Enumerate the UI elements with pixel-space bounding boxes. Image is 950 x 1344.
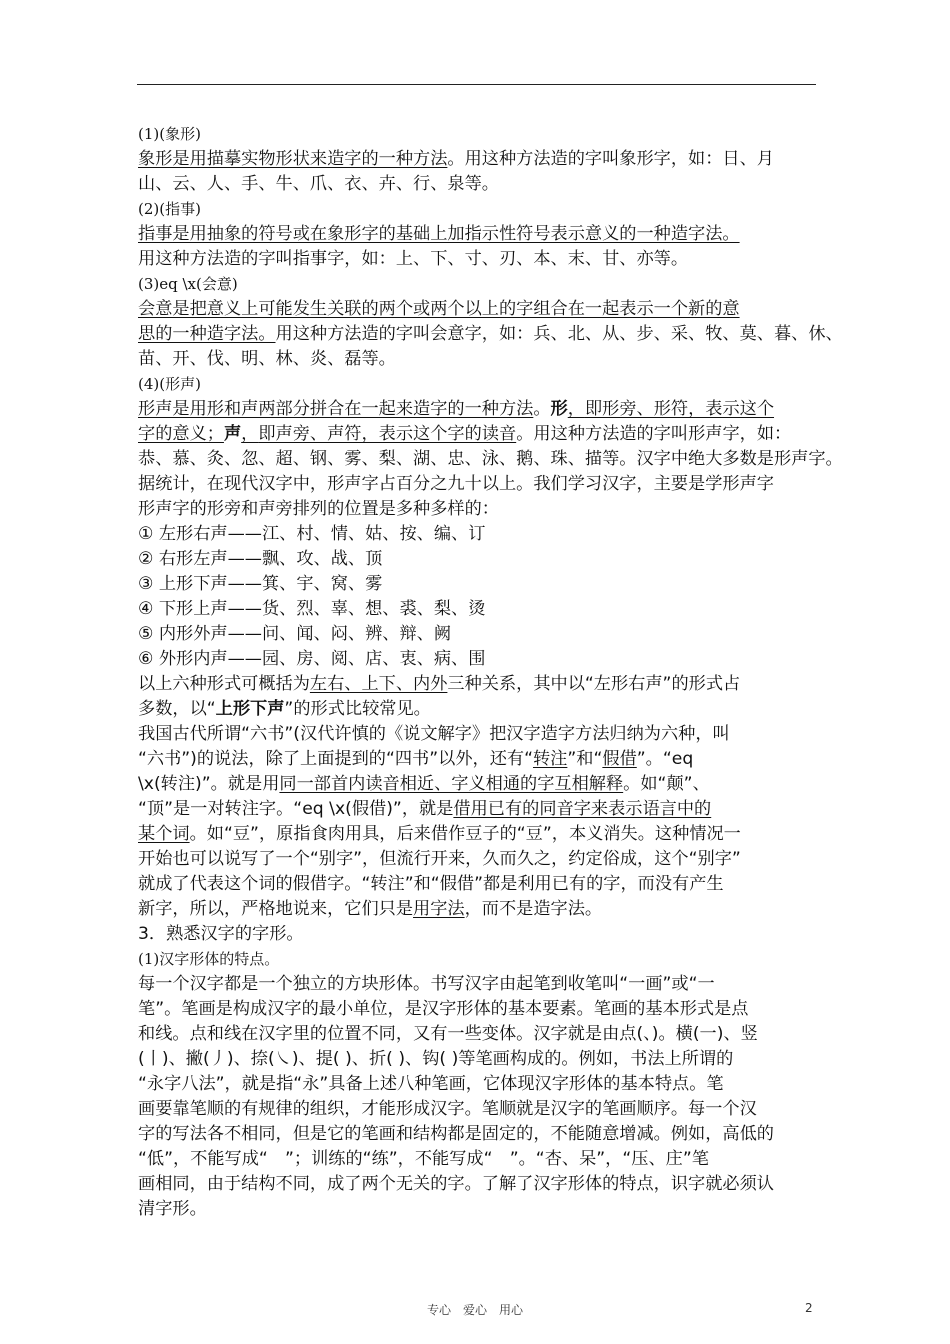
text-segment: ④ 下形上声——货、烈、辜、想、裘、梨、烫 [138,599,486,619]
text-segment: “永字八法”，就是指“永”具备上述八种笔画，它体现汉字形体的基本特点。笔 [138,1074,724,1094]
text-line [138,772,828,797]
text-line [138,997,828,1022]
text-segment: 据统计，在现代汉字中，形声字占百分之九十以上。我们学习汉字，主要是学形声字 [138,474,774,494]
text-segment: 开始也可以说写了一个“别字”，但流行开来，久而久之，约定俗成，这个“别字” [138,849,741,869]
underlined-text: 象形是用描摹实物形状来造字的一种方法 [138,149,448,169]
text-line [138,172,828,197]
text-segment: “低”，不能写成“ ”；训练的“练”，不能写成“ ”。“杏、呆”，“压、庄”笔 [138,1149,709,1169]
text-line [138,597,828,622]
underlined-text: ， [241,424,259,444]
text-line [138,872,828,897]
text-line [138,947,828,972]
underlined-text: 某个词 [138,824,190,844]
text-line [138,247,828,272]
text-line [138,1097,828,1122]
text-line [138,147,828,172]
text-segment: 苗、开、伐、明、林、炎、磊等。 [138,349,396,369]
text-line [138,647,828,672]
text-line [138,1147,828,1172]
text-segment: (丨)、撇(丿)、捺(㇏)、提( )、折( )、钩( )等笔画构成的。例如，书法上所谓的 [138,1049,734,1069]
text-segment: 三种关系，其中以“左形右声”的形式占 [447,674,741,694]
header-rule [137,84,816,85]
text-segment: ”。“eq [636,749,694,769]
text-segment: 用这种方法造的字叫指事字，如：上、下、寸、刃、本、末、甘、亦等。 [138,249,689,269]
text-segment: 我国古代所谓“六书”(汉代许慎的《说文解字》把汉字造字方法归纳为六种，叫 [138,724,730,744]
text-line [138,422,828,447]
text-segment: (2)(指事) [138,200,201,218]
text-line [138,972,828,997]
text-line [138,472,828,497]
text-segment: 新字，所以，严格地说来，它们只是 [138,899,414,919]
text-segment: 笔”。笔画是构成汉字的最小单位，是汉字形体的基本要素。笔画的基本形式是点 [138,999,749,1019]
text-segment: 。用这种方法造的字叫形声字，如： [516,424,792,444]
text-segment: 画要靠笔顺的有规律的组织，才能形成汉字。笔顺就是汉字的笔画顺序。每一个汉 [138,1099,757,1119]
text-segment: ”的形式比较常见。 [284,699,431,719]
text-segment: \x(转注)”。就是用 [138,774,280,794]
text-segment: (1)(象形) [138,125,201,143]
text-line [138,1072,828,1097]
text-segment: “顶”是一对转注字。“eq \x(假借)”，就是 [138,799,454,819]
text-segment: 。用这种方法造的字叫象形字，如：日、月 [447,149,774,169]
text-line [138,672,828,697]
text-segment: ⑥ 外形内声——园、房、阅、店、衷、病、围 [138,649,486,669]
text-segment: 3．熟悉汉字的字形。 [138,924,304,944]
underlined-text: 即形旁、形符，表示这个 [584,399,775,419]
text-line [138,572,828,597]
text-segment: 就成了代表这个词的假借字。“转注”和“假借”都是利用已有的字，而没有产生 [138,874,724,894]
text-line [138,522,828,547]
text-line [138,447,843,472]
text-segment: ”和“ [567,749,603,769]
underlined-text: 即声旁、声符，表示这个字的读音 [258,424,517,444]
text-segment: ，而不是造字法。 [464,899,603,919]
text-segment: 恭、慕、灸、忽、超、钢、雾、梨、湖、忠、泳、鹅、珠、描等。汉字中绝大多数是形声字。 [138,449,843,469]
underlined-text: 同一部首内读音相近、字义相通的字互相解释 [279,774,624,794]
underlined-text: 借用已有的同音字来表示语言中的 [453,799,712,819]
text-line [138,847,828,872]
text-segment: (1)汉字形体的特点。 [138,950,280,968]
document-body [138,122,843,1222]
text-line [138,1172,828,1197]
underlined-text: 会意是把意义上可能发生关联的两个或两个以上的字组合在一起表示一个新的意 [138,299,740,319]
text-segment: (3)eq \x(会意) [138,275,238,293]
underlined-text: 形声是用形和声两部分拼合在一起来造字的一种方法 [138,399,534,419]
text-line [138,372,828,397]
text-segment: ③ 上形下声——箕、宇、窝、雾 [138,574,383,594]
text-segment: (4)(形声) [138,375,201,393]
text-line [138,1197,828,1222]
text-line [138,122,828,147]
text-segment: 多数，以“ [138,699,216,719]
text-line [138,922,828,947]
text-segment: 。如“豆”，原指食肉用具，后来借作豆子的“豆”，本义消失。这种情况一 [189,824,741,844]
bold-text: 形 [550,399,568,419]
text-line [138,547,828,572]
text-line [138,1122,828,1147]
text-segment: 和线。点和线在汉字里的位置不同，又有一些变体。汉字就是由点(、)。横(一)、竖 [138,1024,758,1044]
footer-text: 专心 爱心 用心 [426,1303,523,1317]
text-segment: ② 右形左声——飘、攻、战、顶 [138,549,383,569]
text-line [138,272,828,297]
text-segment: 。 [533,399,551,419]
text-segment: 字的写法各不相同，但是它的笔画和结构都是固定的，不能随意增减。例如，高低的 [138,1124,774,1144]
underlined-text: 用字法 [413,899,465,919]
text-line [138,497,828,522]
underlined-text: 左右、上下、内外 [309,674,448,694]
text-segment: 形声字的形旁和声旁排列的位置是多种多样的： [138,499,499,519]
text-segment: 清字形。 [138,1199,207,1219]
text-line [138,397,828,422]
underlined-text: 字的意义； [138,424,224,444]
text-line [138,1022,828,1047]
text-line [138,622,828,647]
text-line [138,822,828,847]
underlined-text: 思的一种造字法。 [138,324,276,344]
bold-text: 声 [223,424,242,444]
underlined-text: 转注 [532,749,568,769]
text-line [138,297,828,322]
text-line [138,897,828,922]
text-segment: 每一个汉字都是一个独立的方块形体。书写汉字由起笔到收笔叫“一画”或“一 [138,974,715,994]
text-line [138,347,828,372]
text-line [138,747,828,772]
text-line [138,197,828,222]
text-segment: 画相同，由于结构不同，成了两个无关的字。了解了汉字形体的特点，识字就必须认 [138,1174,774,1194]
text-segment: ① 左形右声——江、村、情、姑、按、编、订 [138,524,486,544]
underlined-text: ， [567,399,585,419]
text-line [138,322,843,347]
text-segment: 以上六种形式可概括为 [138,674,310,694]
bold-text: 上形下声 [215,699,285,719]
page-number: 2 [805,1301,813,1315]
text-line [138,697,828,722]
text-segment: ⑤ 内形外声——问、闻、闷、辨、辩、阙 [138,624,452,644]
text-line [138,797,828,822]
text-segment: 山、云、人、手、牛、爪、衣、卉、行、泉等。 [138,174,499,194]
text-line [138,1047,828,1072]
text-segment: “六书”)的说法，除了上面提到的“四书”以外，还有“ [138,749,533,769]
text-segment: 。如“颠”、 [623,774,710,794]
underlined-text: 指事是用抽象的符号或在象形字的基础上加指示性符号表示意义的一种造字法。 [138,224,740,244]
underlined-text: 假借 [602,749,637,769]
text-line [138,222,828,247]
text-segment: 用这种方法造的字叫会意字，如：兵、北、从、步、采、牧、莫、暮、休、 [275,324,843,344]
text-line [138,722,828,747]
